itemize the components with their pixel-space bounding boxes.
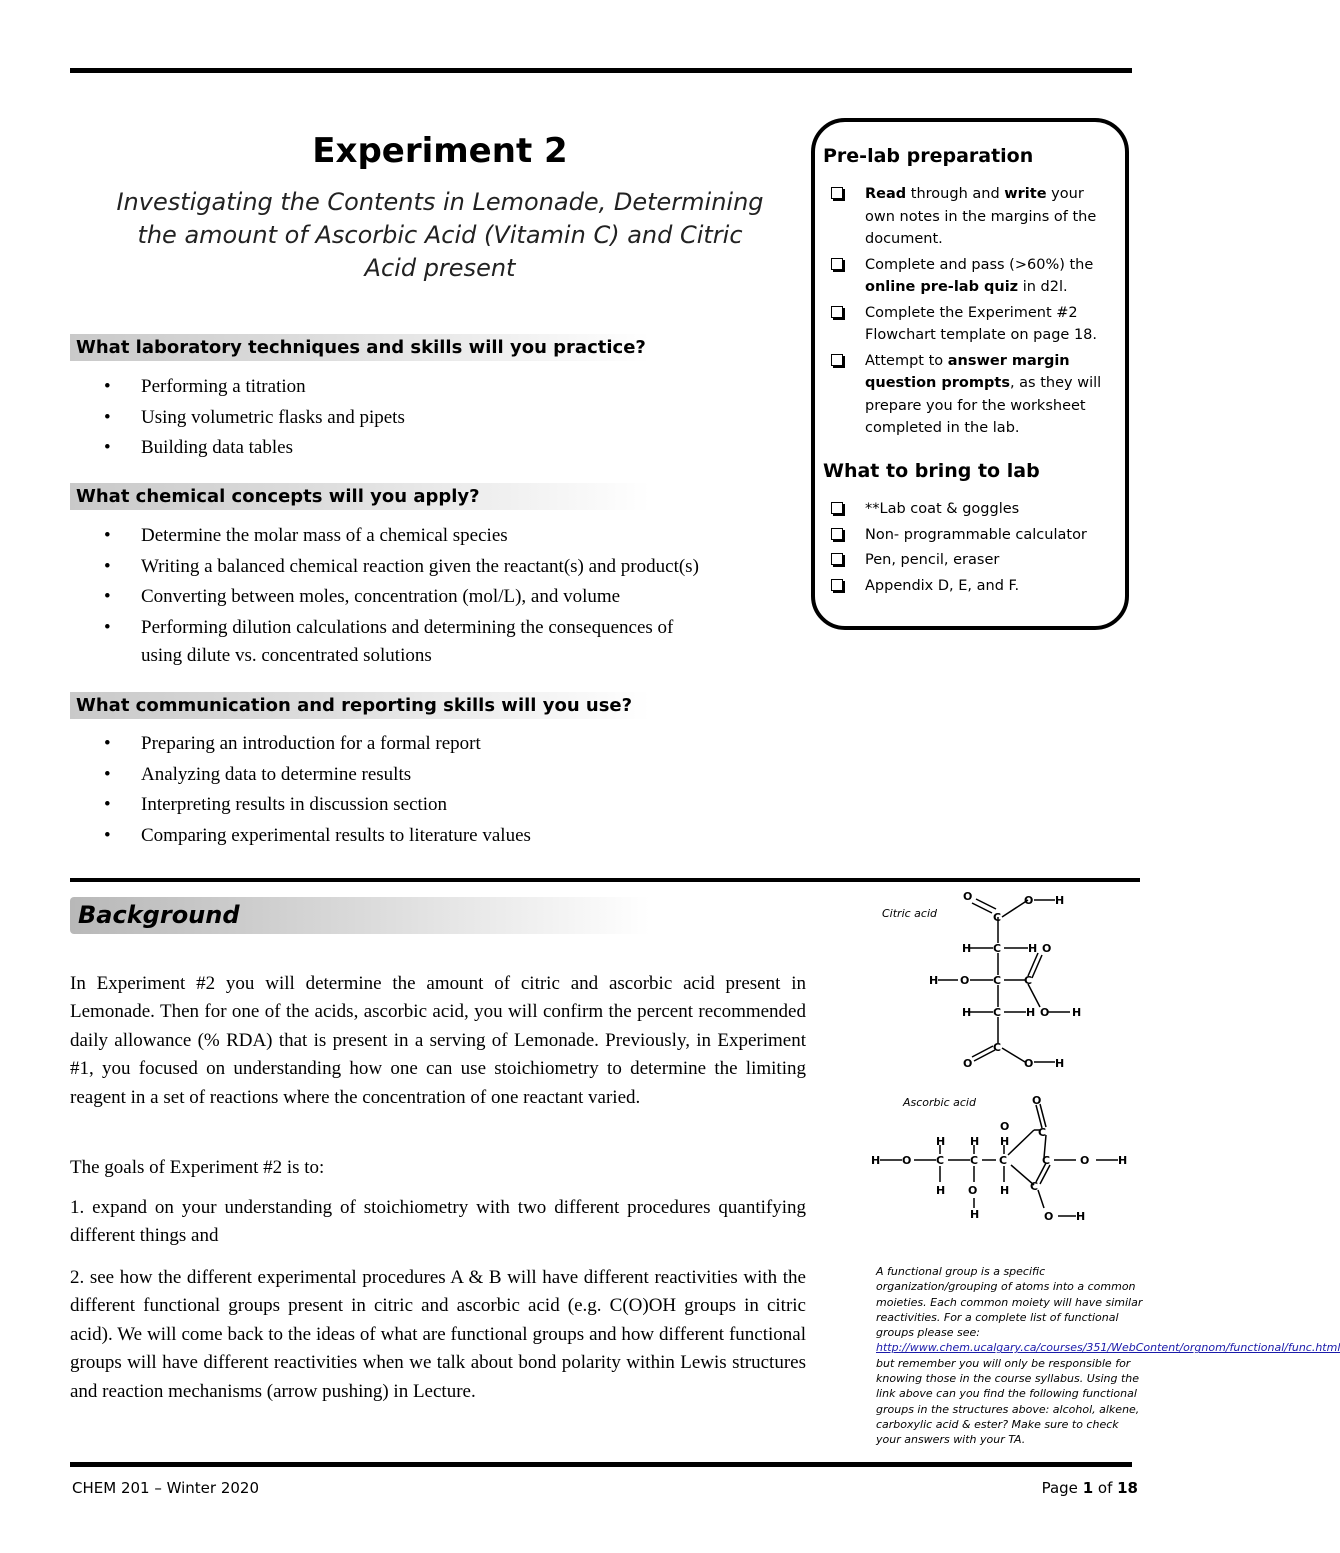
atom-label: H <box>970 1208 980 1221</box>
checklist-item <box>829 575 1114 598</box>
footer-course: CHEM 201 – Winter 2020 <box>72 1479 260 1497</box>
checklist-item <box>829 498 1114 521</box>
checkbox-icon[interactable] <box>831 354 843 366</box>
page-title: Experiment 2 <box>312 131 568 171</box>
checkbox-icon[interactable] <box>831 306 843 318</box>
atom-label: O <box>1040 1006 1050 1019</box>
footer-rule <box>70 1462 1132 1467</box>
list-item: • Performing a titration <box>70 372 405 403</box>
subtitle-line: the amount of Ascorbic Acid (Vitamin C) and Citric <box>137 221 743 249</box>
subtitle-line: Acid present <box>364 254 516 282</box>
atom-label: H <box>936 1135 946 1148</box>
checkbox-icon[interactable] <box>831 258 843 270</box>
bring-checklist <box>829 498 1114 600</box>
atom-label: O <box>902 1154 912 1167</box>
checkbox-icon[interactable] <box>831 528 843 540</box>
subtitle-line: Investigating the Contents in Lemonade, Determining <box>116 188 764 216</box>
background-rule <box>70 878 1140 882</box>
background-heading: Background <box>70 897 650 934</box>
section-heading-concepts: What chemical concepts will you apply? <box>70 483 650 510</box>
atom-label: H <box>1000 1135 1010 1148</box>
atom-label: H <box>962 942 972 955</box>
atom-label: C <box>993 1006 1002 1019</box>
techniques-list <box>70 372 405 464</box>
list-item: • Preparing an introduction for a formal report <box>70 729 531 760</box>
atom-label: C <box>993 1041 1002 1054</box>
item-text: your own notes in the margins of the document. <box>865 186 1097 247</box>
atom-label: H <box>871 1154 881 1167</box>
atom-label: O <box>1080 1154 1090 1167</box>
bring-heading: What to bring to lab <box>823 460 1040 482</box>
emphasis: Read <box>865 186 907 202</box>
list-item: • Converting between moles, concentration (mol/L), and volume <box>70 582 699 613</box>
list-item-continuation: using dilute vs. concentrated solutions <box>141 645 432 666</box>
atom-label: C <box>936 1154 945 1167</box>
footer-page-number <box>1042 1479 1138 1497</box>
section-heading-communication: What communication and reporting skills will you use? <box>70 692 650 719</box>
item-text: Attempt to <box>865 352 948 369</box>
atom-label: C <box>1030 1180 1039 1193</box>
atom-label: O <box>1000 1120 1010 1133</box>
checklist-item <box>829 549 1114 572</box>
list-item-text: Performing dilution calculations and determining the consequences of <box>141 616 674 638</box>
checklist-item <box>829 350 1114 440</box>
ascorbic-acid-label: Ascorbic acid <box>903 1096 976 1109</box>
prelab-heading: Pre-lab preparation <box>823 145 1034 167</box>
list-item: • Analyzing data to determine results <box>70 760 531 791</box>
page-current: 1 <box>1082 1479 1094 1497</box>
checklist-item <box>829 524 1114 547</box>
concepts-list <box>70 521 699 669</box>
atom-label: C <box>993 974 1002 987</box>
citric-acid-structure <box>920 885 1090 1085</box>
atom-label: H <box>1055 1057 1065 1070</box>
atom-label: H <box>929 974 939 987</box>
item-text: Complete the Experiment #2 Flowchart template on page 18. <box>865 304 1098 343</box>
item-text: , as they will prepare you for the worksheet completed in the lab. <box>865 375 1102 436</box>
background-paragraph-1: In Experiment #2 you will determine the amount of citric and ascorbic acid present in Lemonade. Then for one of the acids, ascorbic acid, you will confirm the percent recommended daily allowance (% RDA) that is present in a serving of Lemonade. Previously, in Experiment #1, you focused on understanding how one can use stoichiometry to determine the limiting reagent in a set of reactions where the concentration of one reactant varied. <box>70 973 806 1108</box>
item-text: **Lab coat & goggles <box>865 501 1020 517</box>
list-item: • Writing a balanced chemical reaction given the reactant(s) and product(s) <box>70 552 699 583</box>
atom-label: O <box>1044 1210 1054 1223</box>
emphasis: online pre-lab quiz <box>865 279 1019 295</box>
checklist-item <box>829 254 1114 299</box>
atom-label: H <box>1072 1006 1082 1019</box>
background-paragraph-3: 1. expand on your understanding of stoichiometry with two different procedures quantifying different things and <box>70 1197 806 1247</box>
section-heading-techniques: What laboratory techniques and skills will you practice? <box>70 334 650 361</box>
atom-label: C <box>1024 974 1033 987</box>
atom-label: H <box>1076 1210 1086 1223</box>
page-subtitle <box>70 186 810 285</box>
functional-groups-link[interactable]: http://www.chem.ucalgary.ca/courses/351/WebContent/orgnom/functional/func.html <box>876 1341 1340 1355</box>
item-text: Appendix D, E, and F. <box>865 577 1020 594</box>
atom-label: H <box>1026 1006 1036 1019</box>
prelab-checklist <box>829 183 1114 443</box>
top-rule <box>70 68 1132 73</box>
checklist-item <box>829 302 1114 347</box>
list-item: • Comparing experimental results to literature values <box>70 821 531 852</box>
communication-list <box>70 729 531 851</box>
atom-label: O <box>960 974 970 987</box>
checkbox-icon[interactable] <box>831 187 843 199</box>
list-item <box>70 613 699 670</box>
atom-label: C <box>993 942 1002 955</box>
atom-label: O <box>1024 1057 1034 1070</box>
citric-acid-label: Citric acid <box>882 907 937 920</box>
item-text: Pen, pencil, eraser <box>865 552 1000 568</box>
atom-label: C <box>970 1154 979 1167</box>
atom-label: O <box>1042 942 1052 955</box>
atom-label: C <box>993 911 1002 924</box>
atom-label: H <box>936 1184 946 1197</box>
list-item: • Using volumetric flasks and pipets <box>70 403 405 434</box>
ascorbic-acid-structure <box>866 1090 1136 1250</box>
atom-label: H <box>970 1135 980 1148</box>
note-text: but remember you will only be responsible for knowing those in the course syllabus. Using the link above can you find the following functional groups in the structures above: alcohol, alkene, carboxylic acid & ester? Make sure to check your answers with your TA. <box>876 1356 1140 1447</box>
list-item: • Interpreting results in discussion section <box>70 790 531 821</box>
checkbox-icon[interactable] <box>831 579 843 591</box>
emphasis: answer margin question prompts <box>865 352 1070 391</box>
atom-label: H <box>1028 942 1038 955</box>
atom-label: O <box>1032 1094 1042 1107</box>
atom-label: O <box>1024 894 1034 907</box>
background-paragraph-4: 2. see how the different experimental procedures A & B will have different reactivities with the different functional groups present in citric and ascorbic acid (e.g. C(O)OH groups in citric acid). We will come back to the ideas of what are functional groups and how different functional groups will have different reactivities when we talk about bond polarity within Lewis structures and reaction mechanisms (arrow pushing) in Lecture. <box>70 1267 806 1402</box>
checklist-item <box>829 183 1114 251</box>
atom-label: C <box>1042 1154 1051 1167</box>
atom-label: H <box>1118 1154 1128 1167</box>
atom-label: H <box>962 1006 972 1019</box>
background-paragraph-2: The goals of Experiment #2 is to: <box>70 1157 325 1178</box>
checkbox-icon[interactable] <box>831 553 843 565</box>
page-total: 18 <box>1117 1479 1138 1497</box>
page-of: of <box>1093 1479 1118 1497</box>
atom-label: O <box>963 1057 973 1070</box>
atom-label: C <box>1038 1126 1047 1139</box>
page-prefix: Page <box>1041 1479 1083 1497</box>
atom-label: C <box>999 1154 1008 1167</box>
atom-label: H <box>1055 894 1065 907</box>
list-item: • Determine the molar mass of a chemical species <box>70 521 699 552</box>
list-item: • Building data tables <box>70 433 405 464</box>
atom-label: O <box>963 890 973 903</box>
note-text: A functional group is a specific organization/grouping of atoms into a common moieties. Each common moiety will have similar reactivities. For a complete list of functional groups please see: <box>876 1265 1143 1340</box>
item-text: Non- programmable calculator <box>865 526 1087 543</box>
item-text: through and <box>906 186 1005 202</box>
functional-group-note <box>876 1264 1340 1448</box>
atom-label: O <box>968 1184 978 1197</box>
emphasis: write <box>1004 186 1047 202</box>
checkbox-icon[interactable] <box>831 502 843 514</box>
atom-label: H <box>1000 1184 1010 1197</box>
item-text: in d2l. <box>1018 279 1068 295</box>
item-text: Complete and pass (>60%) the <box>865 256 1094 273</box>
